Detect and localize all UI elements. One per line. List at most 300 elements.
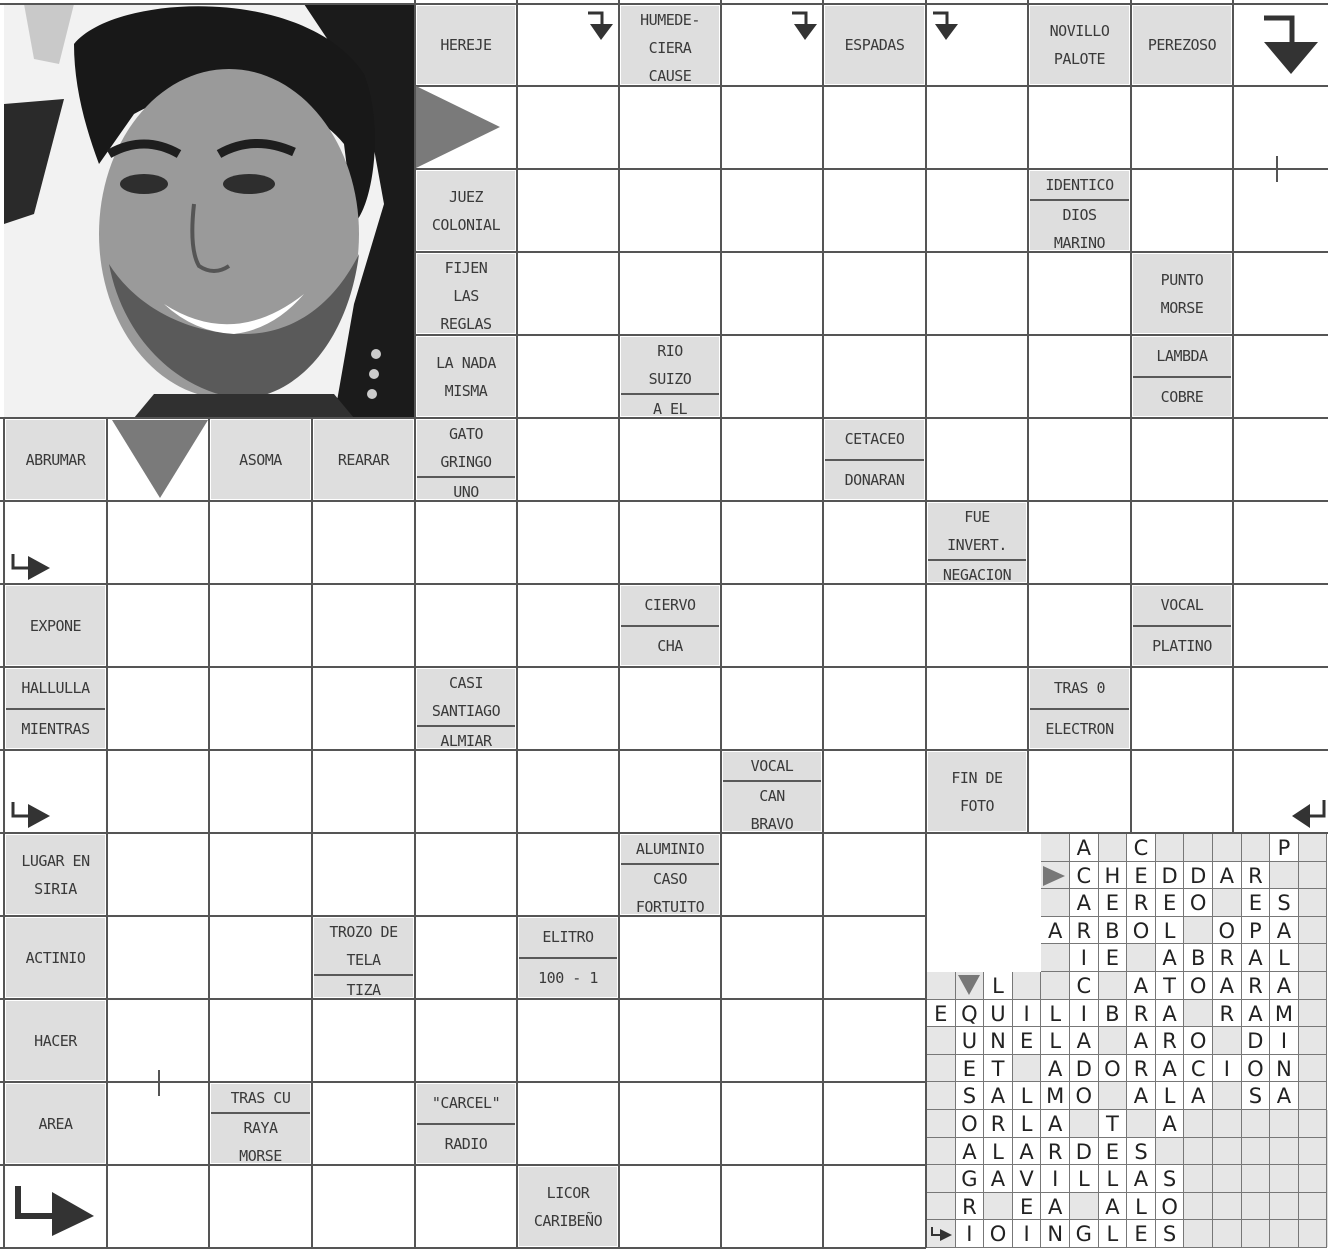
clue-line: LICOR: [546, 1183, 590, 1202]
clue-line: A EL: [652, 400, 688, 417]
solution-cell: [1127, 944, 1156, 972]
solution-cell: [1299, 1110, 1328, 1138]
solution-cell: [1242, 1138, 1271, 1166]
solution-cell: [1213, 1110, 1242, 1138]
clue-text: [1133, 625, 1231, 666]
solution-cell: [927, 1193, 956, 1221]
solution-cell: B: [1099, 1000, 1128, 1028]
clue-line: EXPONE: [29, 616, 82, 635]
clue-line: LA NADA: [436, 353, 496, 372]
clue-line: RAYA: [243, 1119, 278, 1137]
solution-cell: [1242, 834, 1271, 862]
clue-text: [1133, 337, 1231, 376]
clue-line: CIERVO: [644, 596, 696, 615]
clue-line: MARINO: [1053, 234, 1106, 251]
solution-cell: [1213, 1220, 1242, 1248]
solution-cell: [1242, 1165, 1271, 1193]
clue-cell-gato: [416, 419, 516, 500]
clue-cell-area: [5, 1083, 106, 1164]
solution-cell: R: [1127, 1055, 1156, 1083]
solution-cell: E: [1127, 862, 1156, 890]
solution-cell: [1299, 1027, 1328, 1055]
solution-cell: [1299, 1055, 1328, 1083]
solution-cell: [1041, 834, 1070, 862]
mini-turn-right-arrow-icon: [930, 1226, 954, 1244]
solution-cell: L: [1099, 1220, 1128, 1248]
clue-line: ABRUMAR: [25, 450, 86, 469]
grid-line: [0, 749, 1328, 751]
solution-cell: O: [984, 1220, 1013, 1248]
solution-cell: U: [956, 1027, 985, 1055]
solution-cell: [1184, 1000, 1213, 1028]
solution-cell: A: [1156, 944, 1185, 972]
clue-line: DIOS: [1062, 206, 1097, 224]
solution-cell: [1070, 1110, 1099, 1138]
solution-cell: [1184, 1165, 1213, 1193]
mini-down-triangle-icon: [958, 975, 982, 995]
solution-cell: [1041, 889, 1070, 917]
solution-cell: [1299, 1193, 1328, 1221]
solution-cell: A: [1070, 1027, 1099, 1055]
grid-line: [0, 417, 1328, 419]
clue-cell-abrumar: [5, 419, 106, 500]
clue-line: RIO: [657, 342, 683, 360]
clue-line: JUEZ: [448, 187, 484, 206]
clue-text: [1133, 376, 1231, 417]
solution-cell: R: [1213, 1000, 1242, 1028]
solution-cell: [927, 1027, 956, 1055]
solution-cell: [1299, 917, 1328, 945]
clue-cell-lugar: [5, 834, 106, 915]
clue-cell-expone: [5, 585, 106, 666]
solution-cell: O: [1184, 972, 1213, 1000]
solution-cell: R: [984, 1110, 1013, 1138]
clue-text: [6, 918, 105, 997]
solution-cell: O: [1213, 917, 1242, 945]
clue-cell-elitro: [518, 917, 618, 998]
solution-cell: A: [1242, 944, 1271, 972]
solution-cell: A: [1127, 1027, 1156, 1055]
solution-cell: [927, 972, 956, 1000]
clue-line: GRINGO: [440, 453, 492, 471]
clue-line: CAUSE: [648, 67, 692, 85]
solution-cell: [1242, 1220, 1271, 1248]
solution-cell: [1184, 1110, 1213, 1138]
clue-cell-perezoso: [1132, 5, 1232, 85]
clue-cell-lanada: [416, 336, 516, 417]
solution-cell: V: [1013, 1165, 1042, 1193]
solution-cell: A: [1070, 834, 1099, 862]
clue-text: [928, 559, 1026, 583]
solution-cell: R: [1041, 1138, 1070, 1166]
clue-text: [928, 752, 1026, 831]
clue-line: ESPADAS: [844, 36, 905, 54]
solution-cell: A: [1213, 862, 1242, 890]
solution-cell: L: [1270, 944, 1299, 972]
clue-photo: [4, 4, 414, 418]
solution-cell: [1213, 889, 1242, 917]
solution-cell: [1299, 972, 1328, 1000]
clue-text: [1133, 254, 1231, 333]
solution-cell: L: [1156, 1082, 1185, 1110]
solution-cell: [927, 1055, 956, 1083]
clue-cell-punto: [1132, 253, 1232, 334]
solution-cell: [984, 1193, 1013, 1221]
clue-line: CIERA: [648, 39, 692, 57]
solution-cell: [927, 1082, 956, 1110]
clue-text: [314, 974, 413, 998]
solution-cell: R: [1242, 972, 1271, 1000]
clue-cell-cetaceo: [824, 419, 925, 500]
solution-cell: M: [1041, 1082, 1070, 1110]
solution-cell: C: [1184, 1055, 1213, 1083]
clue-line: ASOMA: [239, 450, 282, 469]
clue-line: ACTINIO: [25, 948, 86, 967]
grid-line: [720, 0, 722, 1248]
grid-line: [415, 85, 1328, 87]
solution-cell: [1099, 972, 1128, 1000]
solution-cell: [1299, 834, 1328, 862]
solution-cell: N: [984, 1027, 1013, 1055]
solution-cell: [1270, 1110, 1299, 1138]
solution-cell: L: [1013, 1110, 1042, 1138]
clue-text: [6, 1001, 105, 1080]
solution-cell: N: [1041, 1220, 1070, 1248]
solution-cell: [1299, 1220, 1328, 1248]
solution-cell: [1213, 834, 1242, 862]
clue-line: TRAS 0: [1053, 679, 1106, 698]
solution-cell: S: [1127, 1138, 1156, 1166]
clue-cell-ciervo: [620, 585, 720, 666]
solution-cell: C: [1070, 972, 1099, 1000]
solution-cell: L: [1099, 1165, 1128, 1193]
clue-cell-carcel: [416, 1083, 516, 1164]
solution-cell: A: [1156, 1055, 1185, 1083]
clue-line: CASO: [652, 870, 688, 888]
clue-text: [6, 420, 105, 499]
clue-text: [417, 420, 515, 476]
clue-text: [519, 957, 617, 998]
solution-cell: [1099, 834, 1128, 862]
solution-cell: E: [1099, 889, 1128, 917]
grid-line: [822, 0, 824, 1248]
clue-cell-fue: [927, 502, 1027, 583]
solution-cell: [1184, 1138, 1213, 1166]
grid-line: [516, 0, 518, 1248]
clue-text: [417, 1084, 515, 1123]
clue-line: CETACEO: [844, 430, 905, 449]
solution-cell: [1270, 1220, 1299, 1248]
grid-line: [0, 1164, 926, 1166]
clue-line: CAN: [759, 787, 785, 805]
clue-text: [723, 780, 821, 832]
solution-cell: L: [1156, 917, 1185, 945]
clue-text: [6, 1084, 105, 1163]
clue-line: 100 - 1: [538, 968, 598, 987]
solution-cell: R: [1070, 917, 1099, 945]
solution-cell: A: [984, 1165, 1013, 1193]
solution-cell: [927, 1110, 956, 1138]
clue-text: [519, 918, 617, 957]
clue-line: PEREZOSO: [1147, 36, 1217, 54]
solution-cell: [1156, 834, 1185, 862]
clue-line: UNO: [453, 483, 479, 500]
clue-line: GATO: [448, 425, 484, 443]
clue-line: HEREJE: [440, 36, 492, 54]
grid-line: [0, 915, 926, 917]
clue-line: ALMIAR: [440, 732, 492, 749]
solution-cell: L: [1127, 1193, 1156, 1221]
solution-cell: I: [1213, 1055, 1242, 1083]
clue-line: SIRIA: [34, 879, 77, 898]
solution-cell: E: [1242, 889, 1271, 917]
solution-cell: [927, 1165, 956, 1193]
solution-cell: A: [1127, 972, 1156, 1000]
solution-cell: A: [1242, 1000, 1271, 1028]
solution-cell: S: [1156, 1220, 1185, 1248]
down-triangle-icon: [112, 420, 208, 498]
solution-cell: D: [1156, 862, 1185, 890]
solution-cell: [1213, 1138, 1242, 1166]
clue-cell-vocal1: [1132, 585, 1232, 666]
clue-line: NEGACION: [942, 566, 1012, 583]
solution-cell: A: [1127, 1165, 1156, 1193]
mini-right-triangle-icon: [1043, 866, 1067, 886]
solution-cell: [1242, 1110, 1271, 1138]
clue-text: [314, 918, 413, 974]
clue-line: SUIZO: [648, 370, 692, 388]
portrait-image: [4, 4, 414, 418]
clue-text: [6, 708, 105, 749]
clue-line: INVERT.: [947, 536, 1007, 554]
clue-text: [417, 1123, 515, 1164]
clue-cell-trozo: [313, 917, 414, 998]
solution-cell: [1270, 1193, 1299, 1221]
solution-cell: P: [1270, 834, 1299, 862]
grid-line: [0, 500, 1328, 502]
clue-text: [825, 420, 924, 459]
solution-cell: [1156, 1138, 1185, 1166]
clue-line: FIN DE: [951, 768, 1003, 787]
clue-line: AREA: [38, 1114, 73, 1133]
clue-line: TIZA: [346, 981, 381, 998]
solution-cell: N: [1270, 1055, 1299, 1083]
solution-cell: O: [1184, 889, 1213, 917]
solution-cell: O: [1156, 1193, 1185, 1221]
solution-cell: S: [1242, 1082, 1271, 1110]
solution-cell: A: [1270, 972, 1299, 1000]
clue-line: PLATINO: [1152, 636, 1212, 655]
solution-cell: S: [956, 1082, 985, 1110]
clue-text: [1030, 6, 1129, 84]
clue-cell-vocal2: [722, 751, 822, 832]
clue-text: [211, 420, 310, 499]
solution-cell: R: [956, 1193, 985, 1221]
solution-cell: R: [1127, 889, 1156, 917]
solution-cell: U: [984, 1000, 1013, 1028]
clue-line: HALLULLA: [21, 679, 90, 698]
solution-cell: E: [1099, 1138, 1128, 1166]
solution-cell: M: [1270, 1000, 1299, 1028]
grid-line: [415, 168, 1328, 170]
clue-cell-hallulla: [5, 668, 106, 749]
solution-cell: A: [1041, 1193, 1070, 1221]
solution-cell: T: [1156, 972, 1185, 1000]
solution-cell: E: [1127, 1220, 1156, 1248]
clue-cell-casi: [416, 668, 516, 749]
solution-cell: O: [1099, 1055, 1128, 1083]
grid-line: [1232, 0, 1234, 833]
solution-cell: A: [1070, 889, 1099, 917]
clue-text: [621, 625, 719, 666]
solution-cell: E: [956, 1055, 985, 1083]
clue-text: [417, 476, 515, 500]
clue-line: CARIBEÑO: [533, 1211, 603, 1230]
solution-cell: D: [1070, 1055, 1099, 1083]
solution-cell: A: [1156, 1110, 1185, 1138]
clue-text: [211, 1084, 310, 1112]
solution-cell: L: [1070, 1165, 1099, 1193]
clue-cell-novillo: [1029, 5, 1130, 85]
grid-tick: [1276, 156, 1278, 182]
clue-line: FOTO: [959, 796, 995, 815]
turn-down-arrow-icon: [789, 10, 819, 42]
solution-cell: A: [1213, 972, 1242, 1000]
clue-text: [417, 725, 515, 749]
clue-text: [417, 254, 515, 334]
clue-line: VOCAL: [1160, 596, 1204, 615]
solution-cell: G: [956, 1165, 985, 1193]
solution-cell: L: [1041, 1000, 1070, 1028]
clue-text: [211, 1112, 310, 1164]
solution-cell: L: [984, 972, 1013, 1000]
solution-cell: I: [1270, 1027, 1299, 1055]
solution-cell: [1013, 1055, 1042, 1083]
clue-text: [723, 752, 821, 780]
clue-line: RADIO: [444, 1134, 488, 1153]
solution-cell: [1013, 972, 1042, 1000]
clue-text: [825, 6, 924, 84]
turn-down-arrow-icon: [930, 10, 960, 42]
clue-text: [1030, 669, 1129, 708]
clue-text: [1133, 586, 1231, 625]
solution-cell: [1184, 834, 1213, 862]
clue-line: PALOTE: [1053, 50, 1106, 68]
clue-line: VOCAL: [750, 757, 794, 775]
down-arrow-icon: [1258, 12, 1322, 76]
clue-line: COBRE: [1160, 387, 1204, 406]
clue-cell-juez: [416, 170, 516, 251]
solution-cell: R: [1127, 1000, 1156, 1028]
solution-cell: O: [1242, 1055, 1271, 1083]
clue-text: [928, 503, 1026, 559]
clue-line: ELECTRON: [1045, 719, 1114, 738]
clue-text: [6, 586, 105, 665]
clue-text: [825, 459, 924, 500]
clue-line: HUMEDE-: [640, 11, 700, 29]
solution-cell: T: [1099, 1110, 1128, 1138]
right-triangle-icon: [416, 86, 502, 168]
solution-cell: [1299, 862, 1328, 890]
clue-cell-aluminio: [620, 834, 720, 915]
clue-text: [1133, 6, 1231, 84]
clue-cell-actinio: [5, 917, 106, 998]
clue-text: [417, 337, 515, 416]
solution-cell: [1184, 917, 1213, 945]
clue-line: FIJEN: [444, 259, 488, 277]
clue-text: [417, 6, 515, 84]
clue-line: CHA: [657, 636, 683, 655]
big-turn-right-arrow-icon: [12, 1182, 96, 1236]
clue-line: BRAVO: [750, 815, 794, 832]
turn-right-arrow-icon: [10, 552, 54, 582]
clue-cell-tras0: [1029, 668, 1130, 749]
grid-line: [106, 418, 108, 1248]
solution-cell: [1070, 1193, 1099, 1221]
solution-cell: L: [1013, 1082, 1042, 1110]
solution-cell: L: [984, 1138, 1013, 1166]
solution-cell: [1299, 1000, 1328, 1028]
clue-line: IDENTICO: [1045, 176, 1114, 194]
clue-text: [1030, 708, 1129, 749]
clue-text: [1030, 199, 1129, 251]
solution-cell: S: [1270, 889, 1299, 917]
clue-cell-asoma: [210, 419, 311, 500]
solution-cell: C: [1070, 862, 1099, 890]
solution-cell: [1270, 1138, 1299, 1166]
solution-cell: [1299, 1165, 1328, 1193]
clue-line: ELITRO: [542, 928, 594, 947]
clue-cell-hereje: [416, 5, 516, 85]
clue-line: LAMBDA: [1156, 347, 1208, 366]
clue-text: [621, 586, 719, 625]
solution-cell: [1213, 1193, 1242, 1221]
solution-cell: [1213, 1165, 1242, 1193]
turn-left-arrow-icon: [1290, 798, 1328, 832]
clue-cell-rio: [620, 336, 720, 417]
solution-cell: A: [1156, 1000, 1185, 1028]
solution-cell: D: [1242, 1027, 1271, 1055]
clue-text: [621, 337, 719, 393]
clue-line: SANTIAGO: [431, 702, 501, 720]
clue-line: TRAS CU: [230, 1089, 291, 1107]
solution-cell: [1099, 1082, 1128, 1110]
solution-cell: L: [1041, 1027, 1070, 1055]
clue-text: [621, 393, 719, 417]
solution-cell: A: [956, 1138, 985, 1166]
solution-cell: O: [1070, 1082, 1099, 1110]
solution-cell: [1213, 1027, 1242, 1055]
solution-cell: B: [1184, 944, 1213, 972]
solution-cell: E: [1013, 1193, 1042, 1221]
clue-cell-trascu: [210, 1083, 311, 1164]
solution-cell: A: [1013, 1138, 1042, 1166]
solution-cell: [1270, 862, 1299, 890]
clue-line: MORSE: [239, 1147, 282, 1164]
clue-text: [417, 669, 515, 725]
clue-text: [6, 669, 105, 708]
solution-cell: [1184, 1220, 1213, 1248]
solution-cell: C: [1127, 834, 1156, 862]
clue-line: MIENTRAS: [21, 719, 90, 738]
clue-text: [621, 863, 719, 915]
solution-cell: I: [1070, 944, 1099, 972]
solution-cell: D: [1184, 862, 1213, 890]
clue-cell-humedeciera: [620, 5, 720, 85]
solution-cell: [1184, 1193, 1213, 1221]
solution-cell: E: [1156, 889, 1185, 917]
clue-text: [6, 835, 105, 914]
